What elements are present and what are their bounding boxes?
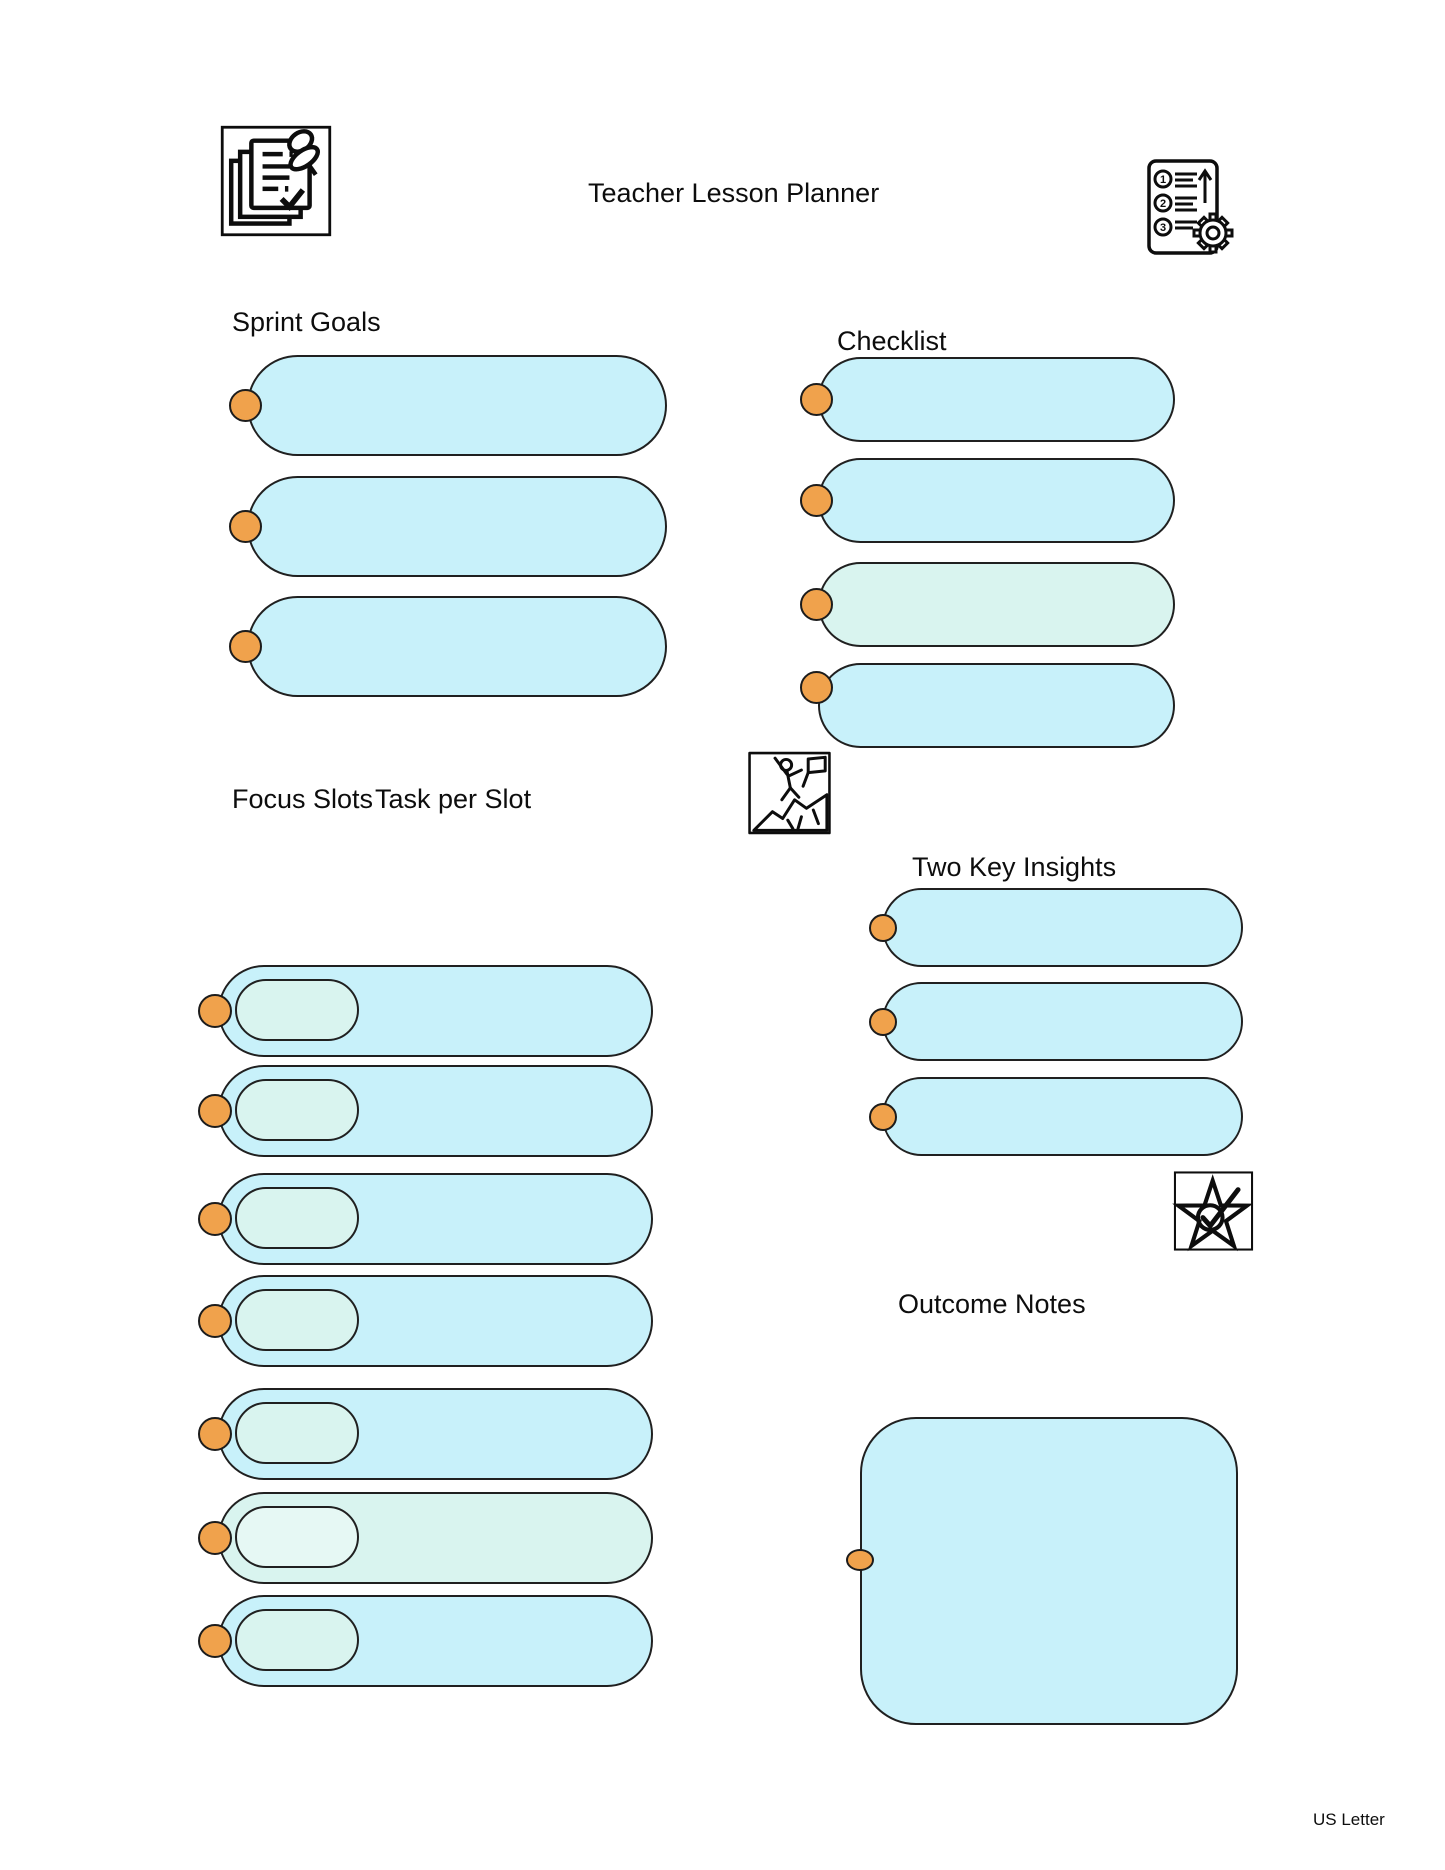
bullet-dot (198, 1304, 232, 1338)
focus-slot-pill[interactable] (218, 1492, 653, 1584)
checklist-pill[interactable] (818, 663, 1175, 748)
checklist-pill[interactable] (818, 357, 1175, 442)
slot-inner-pill[interactable] (235, 1187, 359, 1249)
focus-slot-pill[interactable] (218, 965, 653, 1057)
bullet-dot (198, 1094, 232, 1128)
bullet-dot (198, 1624, 232, 1658)
mountain-climber-icon (747, 749, 832, 837)
bullet-dot (229, 389, 262, 422)
slot-inner-pill[interactable] (235, 1609, 359, 1671)
insight-pill[interactable] (882, 982, 1243, 1061)
slot-inner-pill[interactable] (235, 979, 359, 1041)
focus-slot-pill[interactable] (218, 1388, 653, 1480)
insight-pill[interactable] (882, 888, 1243, 967)
task-per-slot-heading: Task per Slot (375, 784, 532, 814)
bullet-dot (869, 1008, 897, 1036)
sprint-goals-heading: Sprint Goals (232, 307, 381, 337)
sprint-goal-pill[interactable] (247, 596, 667, 697)
bullet-dot (869, 914, 897, 942)
pinned-notes-icon (220, 124, 332, 238)
sprint-goal-pill[interactable] (247, 476, 667, 577)
sprint-goal-pill[interactable] (247, 355, 667, 456)
bullet-dot (229, 630, 262, 663)
insight-pill[interactable] (882, 1077, 1243, 1156)
bullet-dot (800, 671, 833, 704)
two-key-insights-heading: Two Key Insights (912, 852, 1117, 882)
focus-slot-pill[interactable] (218, 1065, 653, 1157)
svg-text:1: 1 (1159, 174, 1167, 186)
bullet-dot (198, 1202, 232, 1236)
bullet-dot (846, 1549, 874, 1571)
bullet-dot (198, 1417, 232, 1451)
focus-slots-heading: Focus Slots (232, 784, 374, 814)
outcome-notes-box[interactable] (860, 1417, 1238, 1725)
svg-text:2: 2 (1159, 198, 1167, 210)
star-check-icon (1169, 1170, 1258, 1252)
checklist-pill[interactable] (818, 458, 1175, 543)
page-title: Teacher Lesson Planner (588, 178, 880, 208)
paper-size-label: US Letter (1313, 1810, 1385, 1829)
slot-inner-pill[interactable] (235, 1289, 359, 1351)
slot-inner-pill[interactable] (235, 1402, 359, 1464)
slot-inner-pill[interactable] (235, 1506, 359, 1568)
focus-slot-pill[interactable] (218, 1275, 653, 1367)
slot-inner-pill[interactable] (235, 1079, 359, 1141)
bullet-dot (800, 484, 833, 517)
bullet-dot (800, 588, 833, 621)
bullet-dot (869, 1103, 897, 1131)
bullet-dot (229, 510, 262, 543)
checklist-pill[interactable] (818, 562, 1175, 647)
svg-text:3: 3 (1159, 222, 1167, 234)
focus-slot-pill[interactable] (218, 1595, 653, 1687)
bullet-dot (198, 994, 232, 1028)
bullet-dot (198, 1521, 232, 1555)
ordered-list-gear-icon (1138, 157, 1240, 257)
outcome-notes-heading: Outcome Notes (898, 1289, 1086, 1319)
focus-slot-pill[interactable] (218, 1173, 653, 1265)
checklist-heading: Checklist (837, 326, 947, 356)
bullet-dot (800, 383, 833, 416)
